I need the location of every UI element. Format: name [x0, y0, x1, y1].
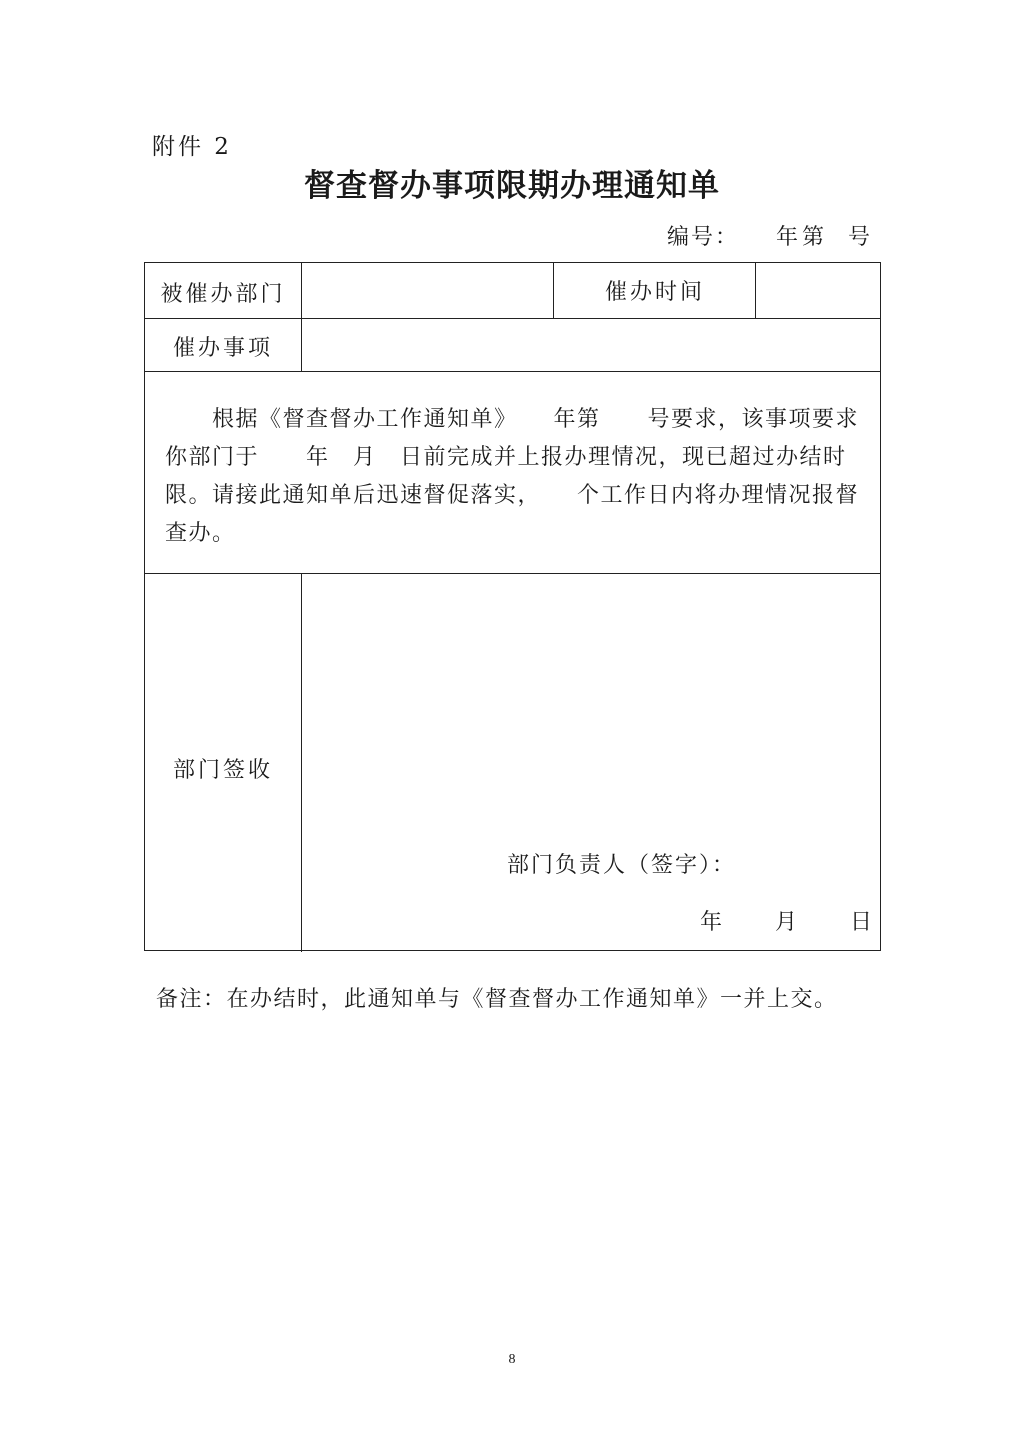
sign-area[interactable] — [303, 575, 878, 950]
notice-body-line: 查办。 — [165, 521, 236, 546]
matter-label: 催办事项 — [172, 336, 273, 361]
time-field[interactable] — [757, 265, 878, 316]
dept-field[interactable] — [303, 265, 551, 316]
col-divider — [301, 573, 302, 952]
page-number: 8 — [508, 1352, 516, 1367]
date-day-label: 日 — [850, 910, 873, 935]
time-label: 催办时间 — [604, 280, 705, 305]
serial-label: 编号： — [667, 225, 740, 250]
notice-body — [165, 401, 865, 553]
col-divider — [755, 263, 756, 318]
row-divider — [145, 371, 880, 372]
date-month-label: 月 — [775, 910, 798, 935]
attachment-label: 附件 2 — [152, 134, 232, 160]
notice-body-line: 限。请接此通知单后迅速督促落实， 个工作日内将办理情况报督 — [165, 483, 860, 508]
serial-number: 号 — [848, 225, 871, 250]
col-divider — [301, 263, 302, 371]
document-title: 督查督办事项限期办理通知单 — [304, 168, 720, 204]
notice-body-line: 根据《督查督办工作通知单》 年第 号要求，该事项要求 — [165, 407, 860, 432]
row-divider — [145, 573, 880, 574]
notice-body-line: 你部门于 年 月 日前完成并上报办理情况，现已超过办结时 — [165, 445, 847, 470]
serial-year: 年第 — [776, 225, 829, 250]
matter-field[interactable] — [303, 320, 878, 369]
col-divider — [553, 263, 554, 318]
date-year-label: 年 — [700, 910, 723, 935]
notice-table — [144, 262, 881, 951]
row-divider — [145, 318, 880, 319]
sign-date — [700, 905, 872, 936]
signer-label: 部门负责人（签字）： — [507, 853, 737, 878]
dept-label: 被催办部门 — [160, 282, 286, 307]
remark-note: 备注：在办结时，此通知单与《督查督办工作通知单》一并上交。 — [156, 987, 838, 1012]
sign-label: 部门签收 — [172, 758, 273, 783]
